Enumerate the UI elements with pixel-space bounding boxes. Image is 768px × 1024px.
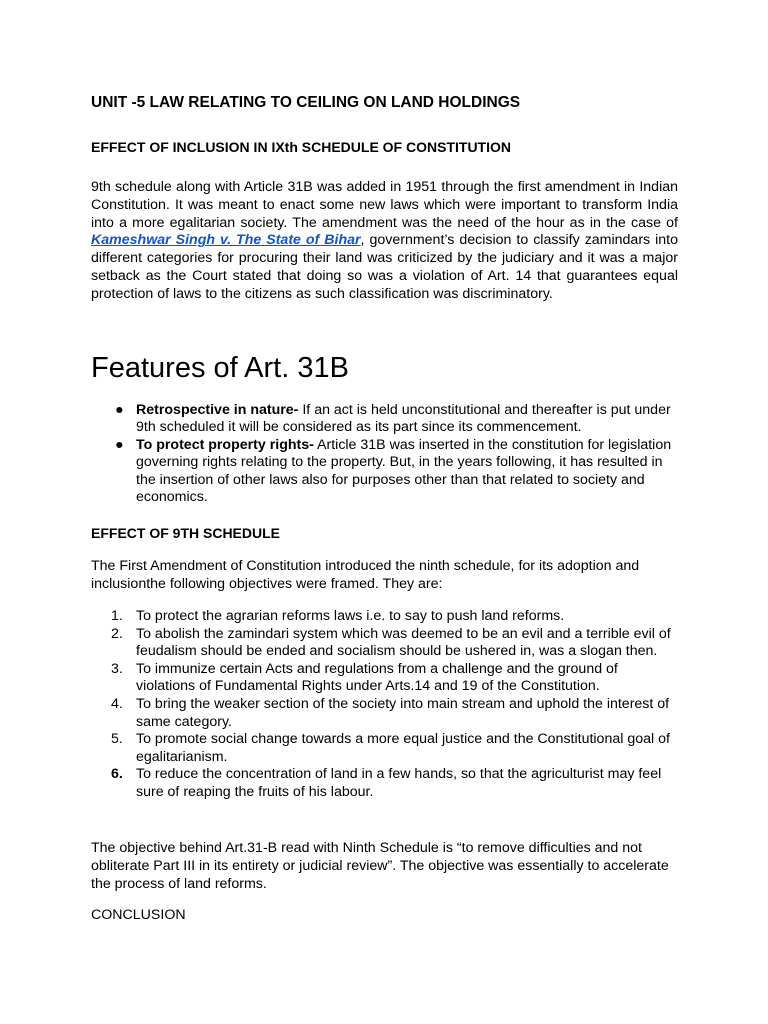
objective-text: To bring the weaker section of the society into main stream and uphold the interest of same category.: [136, 695, 670, 730]
feature-item: [91, 437, 678, 507]
feature-title: Retrospective in nature-: [136, 402, 299, 418]
case-link-kameshwar-singh[interactable]: Kameshwar Singh v. The State of Bihar: [91, 232, 361, 249]
section-heading-effect-of-9th-schedule: EFFECT OF 9TH SCHEDULE: [91, 525, 281, 541]
objective-text: To abolish the zamindari system which was deemed to be an evil and a terrible evil of feudalism should be ended and socialism should be ushered in, was a slogan then.: [136, 625, 671, 660]
feature-text: If an act is held unconstitutional and thereafter is put under 9th scheduled it will be considered as its part since its commencement.: [136, 402, 671, 436]
intro-text-end: , government’s decision to classify zamindars into different categories for procuring their land was criticized by the judiciary and it was a major setback as the Court stated that doing so was a violation of Art. 14 that guarantees equal protection of laws to the citizens as such classification was discriminatory.: [91, 232, 678, 302]
objective-text: To protect the agrarian reforms laws i.e. to say to push land reforms.: [136, 608, 565, 624]
section-heading-ninth-schedule-inclusion: EFFECT OF INCLUSION IN IXth SCHEDULE OF CONSTITUTION: [91, 139, 511, 155]
objective-item: [91, 608, 678, 626]
objective-text: To promote social change towards a more equal justice and the Constitutional goal of egalitarianism.: [136, 731, 670, 765]
objective-number: 6.: [111, 766, 123, 783]
objectives-intro: The First Amendment of Constitution introduced the ninth schedule, for its adoption and inclusionthe following objectives were framed. They are:: [91, 558, 640, 592]
unit-heading: UNIT -5 LAW RELATING TO CEILING ON LAND HOLDINGS: [91, 94, 521, 111]
objective-item: [91, 696, 678, 731]
feature-title: To protect property rights-: [136, 436, 314, 453]
conclusion-heading: CONCLUSION: [91, 907, 186, 923]
objective-text: To reduce the concentration of land in a few hands, so that the agriculturist may feel sure of reaping the fruits of his labour.: [136, 766, 662, 800]
objective-item: [91, 766, 678, 801]
intro-paragraph: [91, 179, 678, 304]
intro-text-start: 9th schedule along with Article 31B was added in 1951 through the first amendment in Indian Constitution. It was meant to enact some new laws which were important to transform India into a more egalitarian society. The amendment was the need of the hour as in the case of: [91, 179, 678, 231]
objective-number: 3.: [111, 660, 123, 677]
objective-number: 4.: [111, 695, 123, 712]
objective-number: 2.: [111, 625, 123, 642]
objective-item: [91, 661, 678, 696]
features-heading: Features of Art. 31B: [91, 352, 349, 384]
objective-number: 5.: [111, 731, 123, 748]
objective-text: To immunize certain Acts and regulations from a challenge and the ground of violations of Fundamental Rights under Arts.14 and 19 of the Constitution.: [136, 660, 618, 695]
objective-item: [91, 626, 678, 661]
bullet-icon: ●: [115, 402, 124, 418]
objective-item: [91, 731, 678, 766]
objectives-list: [91, 608, 678, 802]
bullet-icon: ●: [115, 436, 124, 453]
features-list: [91, 402, 678, 506]
closing-paragraph: The objective behind Art.31-B read with Ninth Schedule is “to remove difficulties and not obliterate Part III in its entirety or judicial review”. The objective was essentially to accelerate the process of land reforms.: [91, 840, 669, 892]
feature-item: [91, 402, 678, 437]
objective-number: 1.: [111, 608, 123, 624]
feature-text: Article 31B was inserted in the constitution for legislation governing rights relating to the property. But, in the years following, it has resulted in the insertion of other laws also for purposes other than that related to society and economics.: [136, 436, 672, 506]
